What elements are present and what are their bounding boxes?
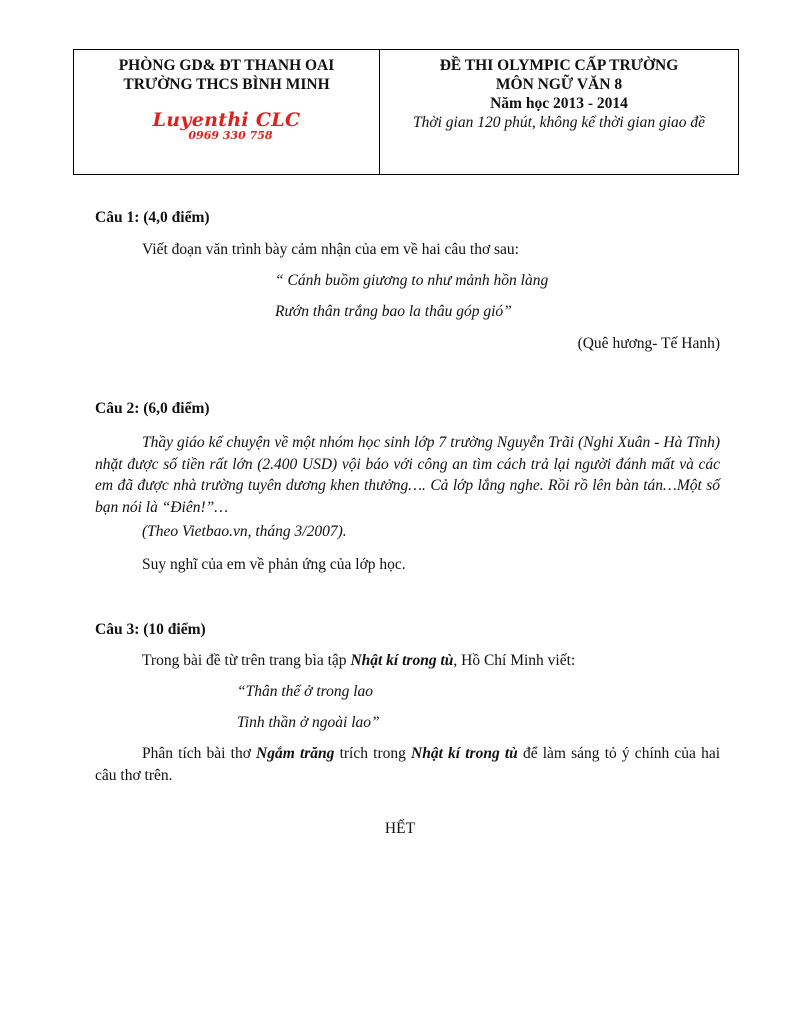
q1-title: Câu 1: (4,0 điểm) xyxy=(95,209,210,226)
q1-verse-2: Rướn thân trắng bao la thâu góp gió” xyxy=(275,303,512,320)
luyenthi-logo xyxy=(74,110,379,142)
q1-verse-1: “ Cánh buồm giương to như mảnh hồn làng xyxy=(275,272,549,289)
q3-verse-1: “Thân thể ở trong lao xyxy=(237,683,374,700)
logo-name: Luyenthi CLC xyxy=(152,109,301,131)
q3-task-book: Nhật kí trong tù xyxy=(411,745,518,762)
q2-source: (Theo Vietbao.vn, tháng 3/2007). xyxy=(142,523,347,540)
exam-info xyxy=(380,50,738,174)
q3-intro-book: Nhật kí trong tù xyxy=(350,652,454,669)
q3-task-c: để làm sáng tỏ ý chính của hai câu thơ trên. xyxy=(95,745,720,784)
school-info xyxy=(74,50,380,174)
exam-title: ĐỀ THI OLYMPIC CẤP TRƯỜNG xyxy=(439,57,679,74)
end-marker: HẾT xyxy=(384,820,416,837)
department-name: PHÒNG GD& ĐT THANH OAI xyxy=(118,57,335,74)
header-table xyxy=(73,49,739,175)
exam-duration: Thời gian 120 phút, không kể thời gian giao đề xyxy=(412,114,706,131)
q3-task-a: Phân tích bài thơ xyxy=(142,745,257,762)
q3-intro-after: , Hồ Chí Minh viết: xyxy=(453,652,576,669)
q3-title: Câu 3: (10 điểm) xyxy=(95,621,206,638)
exam-subject: MÔN NGỮ VĂN 8 xyxy=(495,76,623,93)
q3-task-b: trích trong xyxy=(334,745,412,762)
school-name: TRƯỜNG THCS BÌNH MINH xyxy=(123,76,330,93)
q1-prompt: Viết đoạn văn trình bày cảm nhận của em về hai câu thơ sau: xyxy=(142,241,519,258)
q2-story: Thầy giáo kể chuyện về một nhóm học sinh lớp 7 trường Nguyễn Trãi (Nghi Xuân - Hà Tĩnh) nhặt được số tiền rất lớn (2.400 USD) vội báo với công an tìm cách trả lại người đánh mất và các em đã được nhà trường tuyên dương khen thưởng…. Cả lớp lắng nghe. Rồi rồ lên bàn tán…Một số bạn nói là “Điên!”… xyxy=(95,434,720,516)
q3-task xyxy=(95,743,720,786)
q2-title: Câu 2: (6,0 điểm) xyxy=(95,400,210,417)
q3-verse-2: Tinh thần ở ngoài lao” xyxy=(237,714,380,731)
q1-source: (Quê hương- Tế Hanh) xyxy=(577,335,720,352)
q3-intro-before: Trong bài đề từ trên trang bìa tập xyxy=(142,652,351,669)
logo-phone: 0969 330 758 xyxy=(188,129,273,142)
q3-intro xyxy=(142,648,722,674)
school-year: Năm học 2013 - 2014 xyxy=(490,95,628,112)
q2-prompt: Suy nghĩ của em về phản ứng của lớp học. xyxy=(142,556,406,573)
q3-task-poem: Ngắm trăng xyxy=(256,745,335,762)
